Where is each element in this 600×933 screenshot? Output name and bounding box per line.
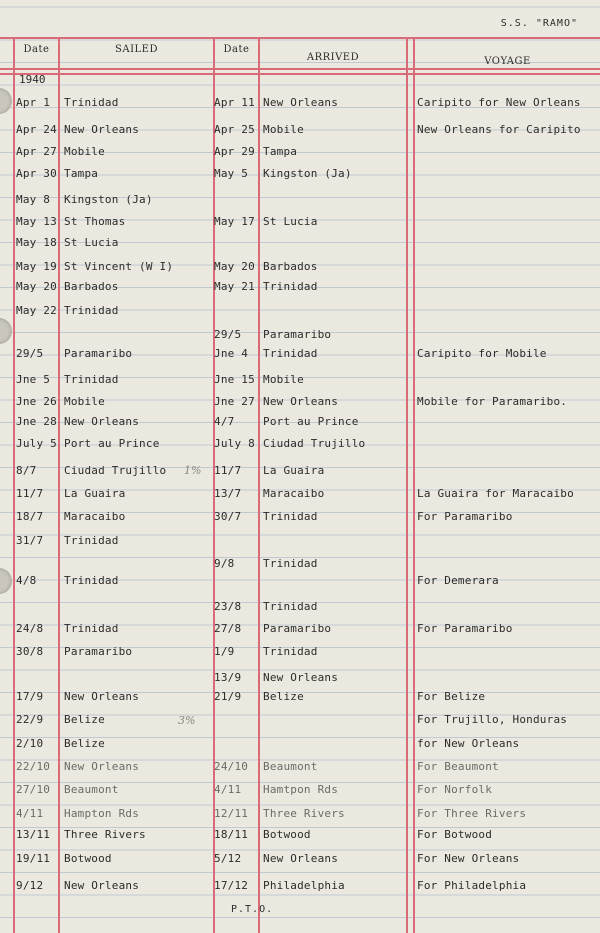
sailed-port: Belize xyxy=(64,737,105,750)
sailed-port: Port au Prince xyxy=(64,437,160,450)
sailed-date: 2/10 xyxy=(16,737,44,750)
sailed-date: July 5 xyxy=(16,437,57,450)
arrived-port: Mobile xyxy=(263,123,304,136)
arrived-port: Trinidad xyxy=(263,645,318,658)
sailed-date: 31/7 xyxy=(16,534,44,547)
sailed-date: May 18 xyxy=(16,236,57,249)
sailed-port: Kingston (Ja) xyxy=(64,193,153,206)
voyage-route: For Botwood xyxy=(417,828,493,841)
sailed-port: New Orleans xyxy=(64,123,140,136)
arrived-port: St Lucia xyxy=(263,215,318,228)
sailed-port: Barbados xyxy=(64,280,119,293)
arrived-date: 11/7 xyxy=(214,464,242,477)
punch-hole xyxy=(0,88,12,114)
header-rule-top xyxy=(0,37,600,39)
arrived-port: Philadelphia xyxy=(263,879,345,892)
sailed-date: Apr 1 xyxy=(16,96,51,109)
arrived-date: 23/8 xyxy=(214,600,242,613)
sailed-date: 19/11 xyxy=(16,852,51,865)
column-rule xyxy=(13,37,15,933)
header-date-sailed: Date xyxy=(23,44,50,55)
sailed-port: Trinidad xyxy=(64,96,119,109)
arrived-date: 4/11 xyxy=(214,783,242,796)
sailed-port: Mobile xyxy=(64,145,105,158)
sailed-date: May 22 xyxy=(16,304,57,317)
arrived-date: 4/7 xyxy=(214,415,235,428)
arrived-date: 17/12 xyxy=(214,879,249,892)
voyage-route: For Norfolk xyxy=(417,783,493,796)
sailed-date: 30/8 xyxy=(16,645,44,658)
sailed-port: Maracaibo xyxy=(64,510,126,523)
column-rule xyxy=(413,37,415,933)
sailed-date: 4/8 xyxy=(16,574,37,587)
arrived-date: 13/9 xyxy=(214,671,242,684)
sailed-date: 8/7 xyxy=(16,464,37,477)
arrived-date: May 21 xyxy=(214,280,255,293)
sailed-port: Trinidad xyxy=(64,622,119,635)
punch-hole xyxy=(0,318,12,344)
header-arrived: ARRIVED xyxy=(306,52,360,63)
sailed-port: New Orleans xyxy=(64,690,140,703)
voyage-route: For Beaumont xyxy=(417,760,499,773)
ship-name: S.S. "RAMO" xyxy=(500,18,578,29)
arrived-port: Hamtpon Rds xyxy=(263,783,339,796)
page-turn-note: P.T.O. xyxy=(231,904,274,915)
voyage-route: La Guaira for Maracaibo xyxy=(417,487,574,500)
arrived-port: Port au Prince xyxy=(263,415,359,428)
sailed-port: Belize xyxy=(64,713,105,726)
arrived-port: Tampa xyxy=(263,145,298,158)
arrived-date: 29/5 xyxy=(214,328,242,341)
sailed-date: 4/11 xyxy=(16,807,44,820)
sailed-date: 22/10 xyxy=(16,760,51,773)
arrived-port: Kingston (Ja) xyxy=(263,167,352,180)
sailed-date: 24/8 xyxy=(16,622,44,635)
arrived-port: New Orleans xyxy=(263,96,339,109)
sailed-port: New Orleans xyxy=(64,415,140,428)
voyage-route: For Paramaribo xyxy=(417,622,513,635)
arrived-date: 30/7 xyxy=(214,510,242,523)
voyage-route: Mobile for Paramaribo. xyxy=(417,395,568,408)
voyage-route: For Three Rivers xyxy=(417,807,527,820)
year-label: 1940 xyxy=(19,73,46,86)
sailed-port: Paramaribo xyxy=(64,645,133,658)
sailed-date: Apr 27 xyxy=(16,145,57,158)
column-rule xyxy=(258,37,260,933)
sailed-port: New Orleans xyxy=(64,879,140,892)
sailed-date: May 8 xyxy=(16,193,51,206)
sailed-port: Trinidad xyxy=(64,373,119,386)
arrived-date: 21/9 xyxy=(214,690,242,703)
voyage-route: For Demerara xyxy=(417,574,499,587)
arrived-port: Beaumont xyxy=(263,760,318,773)
arrived-date: Apr 11 xyxy=(214,96,255,109)
sailed-port: Paramaribo xyxy=(64,347,133,360)
arrived-date: Jne 27 xyxy=(214,395,255,408)
arrived-port: Barbados xyxy=(263,260,318,273)
sailed-port: Trinidad xyxy=(64,304,119,317)
sailed-date: Apr 30 xyxy=(16,167,57,180)
arrived-port: Mobile xyxy=(263,373,304,386)
arrived-port: Ciudad Trujillo xyxy=(263,437,366,450)
arrived-port: Maracaibo xyxy=(263,487,325,500)
margin-note: 3% xyxy=(178,714,196,727)
sailed-port: Trinidad xyxy=(64,574,119,587)
voyage-route: For Paramaribo xyxy=(417,510,513,523)
sailed-date: Apr 24 xyxy=(16,123,57,136)
header-rule-bottom xyxy=(0,73,600,75)
arrived-port: Paramaribo xyxy=(263,622,332,635)
voyage-route: For New Orleans xyxy=(417,852,520,865)
arrived-port: Trinidad xyxy=(263,600,318,613)
voyage-route: New Orleans for Caripito xyxy=(417,123,581,136)
sailed-date: 18/7 xyxy=(16,510,44,523)
sailed-port: Trinidad xyxy=(64,534,119,547)
sailed-date: 13/11 xyxy=(16,828,51,841)
voyage-route: For Philadelphia xyxy=(417,879,527,892)
arrived-date: 12/11 xyxy=(214,807,249,820)
header-sailed: SAILED xyxy=(115,44,158,55)
sailed-port: St Vincent (W I) xyxy=(64,260,174,273)
arrived-port: New Orleans xyxy=(263,395,339,408)
sailed-date: 17/9 xyxy=(16,690,44,703)
sailed-date: Jne 26 xyxy=(16,395,57,408)
sailed-date: 22/9 xyxy=(16,713,44,726)
sailed-date: Jne 28 xyxy=(16,415,57,428)
arrived-date: 18/11 xyxy=(214,828,249,841)
sailed-date: 11/7 xyxy=(16,487,44,500)
sailed-port: Tampa xyxy=(64,167,99,180)
punch-hole xyxy=(0,568,12,594)
sailed-port: St Thomas xyxy=(64,215,126,228)
sailed-port: St Lucia xyxy=(64,236,119,249)
arrived-date: Jne 4 xyxy=(214,347,249,360)
arrived-date: 27/8 xyxy=(214,622,242,635)
header-rule-bottom xyxy=(0,68,600,70)
column-rule xyxy=(58,37,60,933)
arrived-date: 1/9 xyxy=(214,645,235,658)
sailed-date: May 19 xyxy=(16,260,57,273)
arrived-port: New Orleans xyxy=(263,671,339,684)
arrived-port: Botwood xyxy=(263,828,311,841)
sailed-port: La Guaira xyxy=(64,487,126,500)
sailed-date: May 13 xyxy=(16,215,57,228)
arrived-date: May 5 xyxy=(214,167,249,180)
sailed-port: Three Rivers xyxy=(64,828,146,841)
voyage-route: for New Orleans xyxy=(417,737,520,750)
sailed-port: Mobile xyxy=(64,395,105,408)
arrived-date: Apr 25 xyxy=(214,123,255,136)
arrived-port: Trinidad xyxy=(263,347,318,360)
sailed-date: 9/12 xyxy=(16,879,44,892)
arrived-date: Apr 29 xyxy=(214,145,255,158)
arrived-port: New Orleans xyxy=(263,852,339,865)
sailed-date: May 20 xyxy=(16,280,57,293)
sailed-date: 27/10 xyxy=(16,783,51,796)
arrived-port: Trinidad xyxy=(263,510,318,523)
arrived-date: May 17 xyxy=(214,215,255,228)
arrived-date: Jne 15 xyxy=(214,373,255,386)
arrived-port: Belize xyxy=(263,690,304,703)
sailed-port: Botwood xyxy=(64,852,112,865)
voyage-route: Caripito for New Orleans xyxy=(417,96,581,109)
voyage-route: For Trujillo, Honduras xyxy=(417,713,568,726)
arrived-date: July 8 xyxy=(214,437,255,450)
arrived-port: Trinidad xyxy=(263,280,318,293)
arrived-date: 24/10 xyxy=(214,760,249,773)
sailed-port: New Orleans xyxy=(64,760,140,773)
column-rule xyxy=(406,37,408,933)
header-voyage: VOYAGE xyxy=(484,56,531,67)
sailed-port: Hampton Rds xyxy=(64,807,140,820)
arrived-port: Trinidad xyxy=(263,557,318,570)
arrived-date: 9/8 xyxy=(214,557,235,570)
sailed-port: Ciudad Trujillo xyxy=(64,464,167,477)
voyage-route: Caripito for Mobile xyxy=(417,347,547,360)
sailed-date: Jne 5 xyxy=(16,373,51,386)
sailed-date: 29/5 xyxy=(16,347,44,360)
arrived-port: Three Rivers xyxy=(263,807,345,820)
voyage-route: For Belize xyxy=(417,690,486,703)
arrived-date: 13/7 xyxy=(214,487,242,500)
header-date-arrived: Date xyxy=(223,44,250,55)
arrived-date: May 20 xyxy=(214,260,255,273)
arrived-port: La Guaira xyxy=(263,464,325,477)
arrived-date: 5/12 xyxy=(214,852,242,865)
margin-note: 1% xyxy=(184,464,202,477)
sailed-port: Beaumont xyxy=(64,783,119,796)
arrived-port: Paramaribo xyxy=(263,328,332,341)
